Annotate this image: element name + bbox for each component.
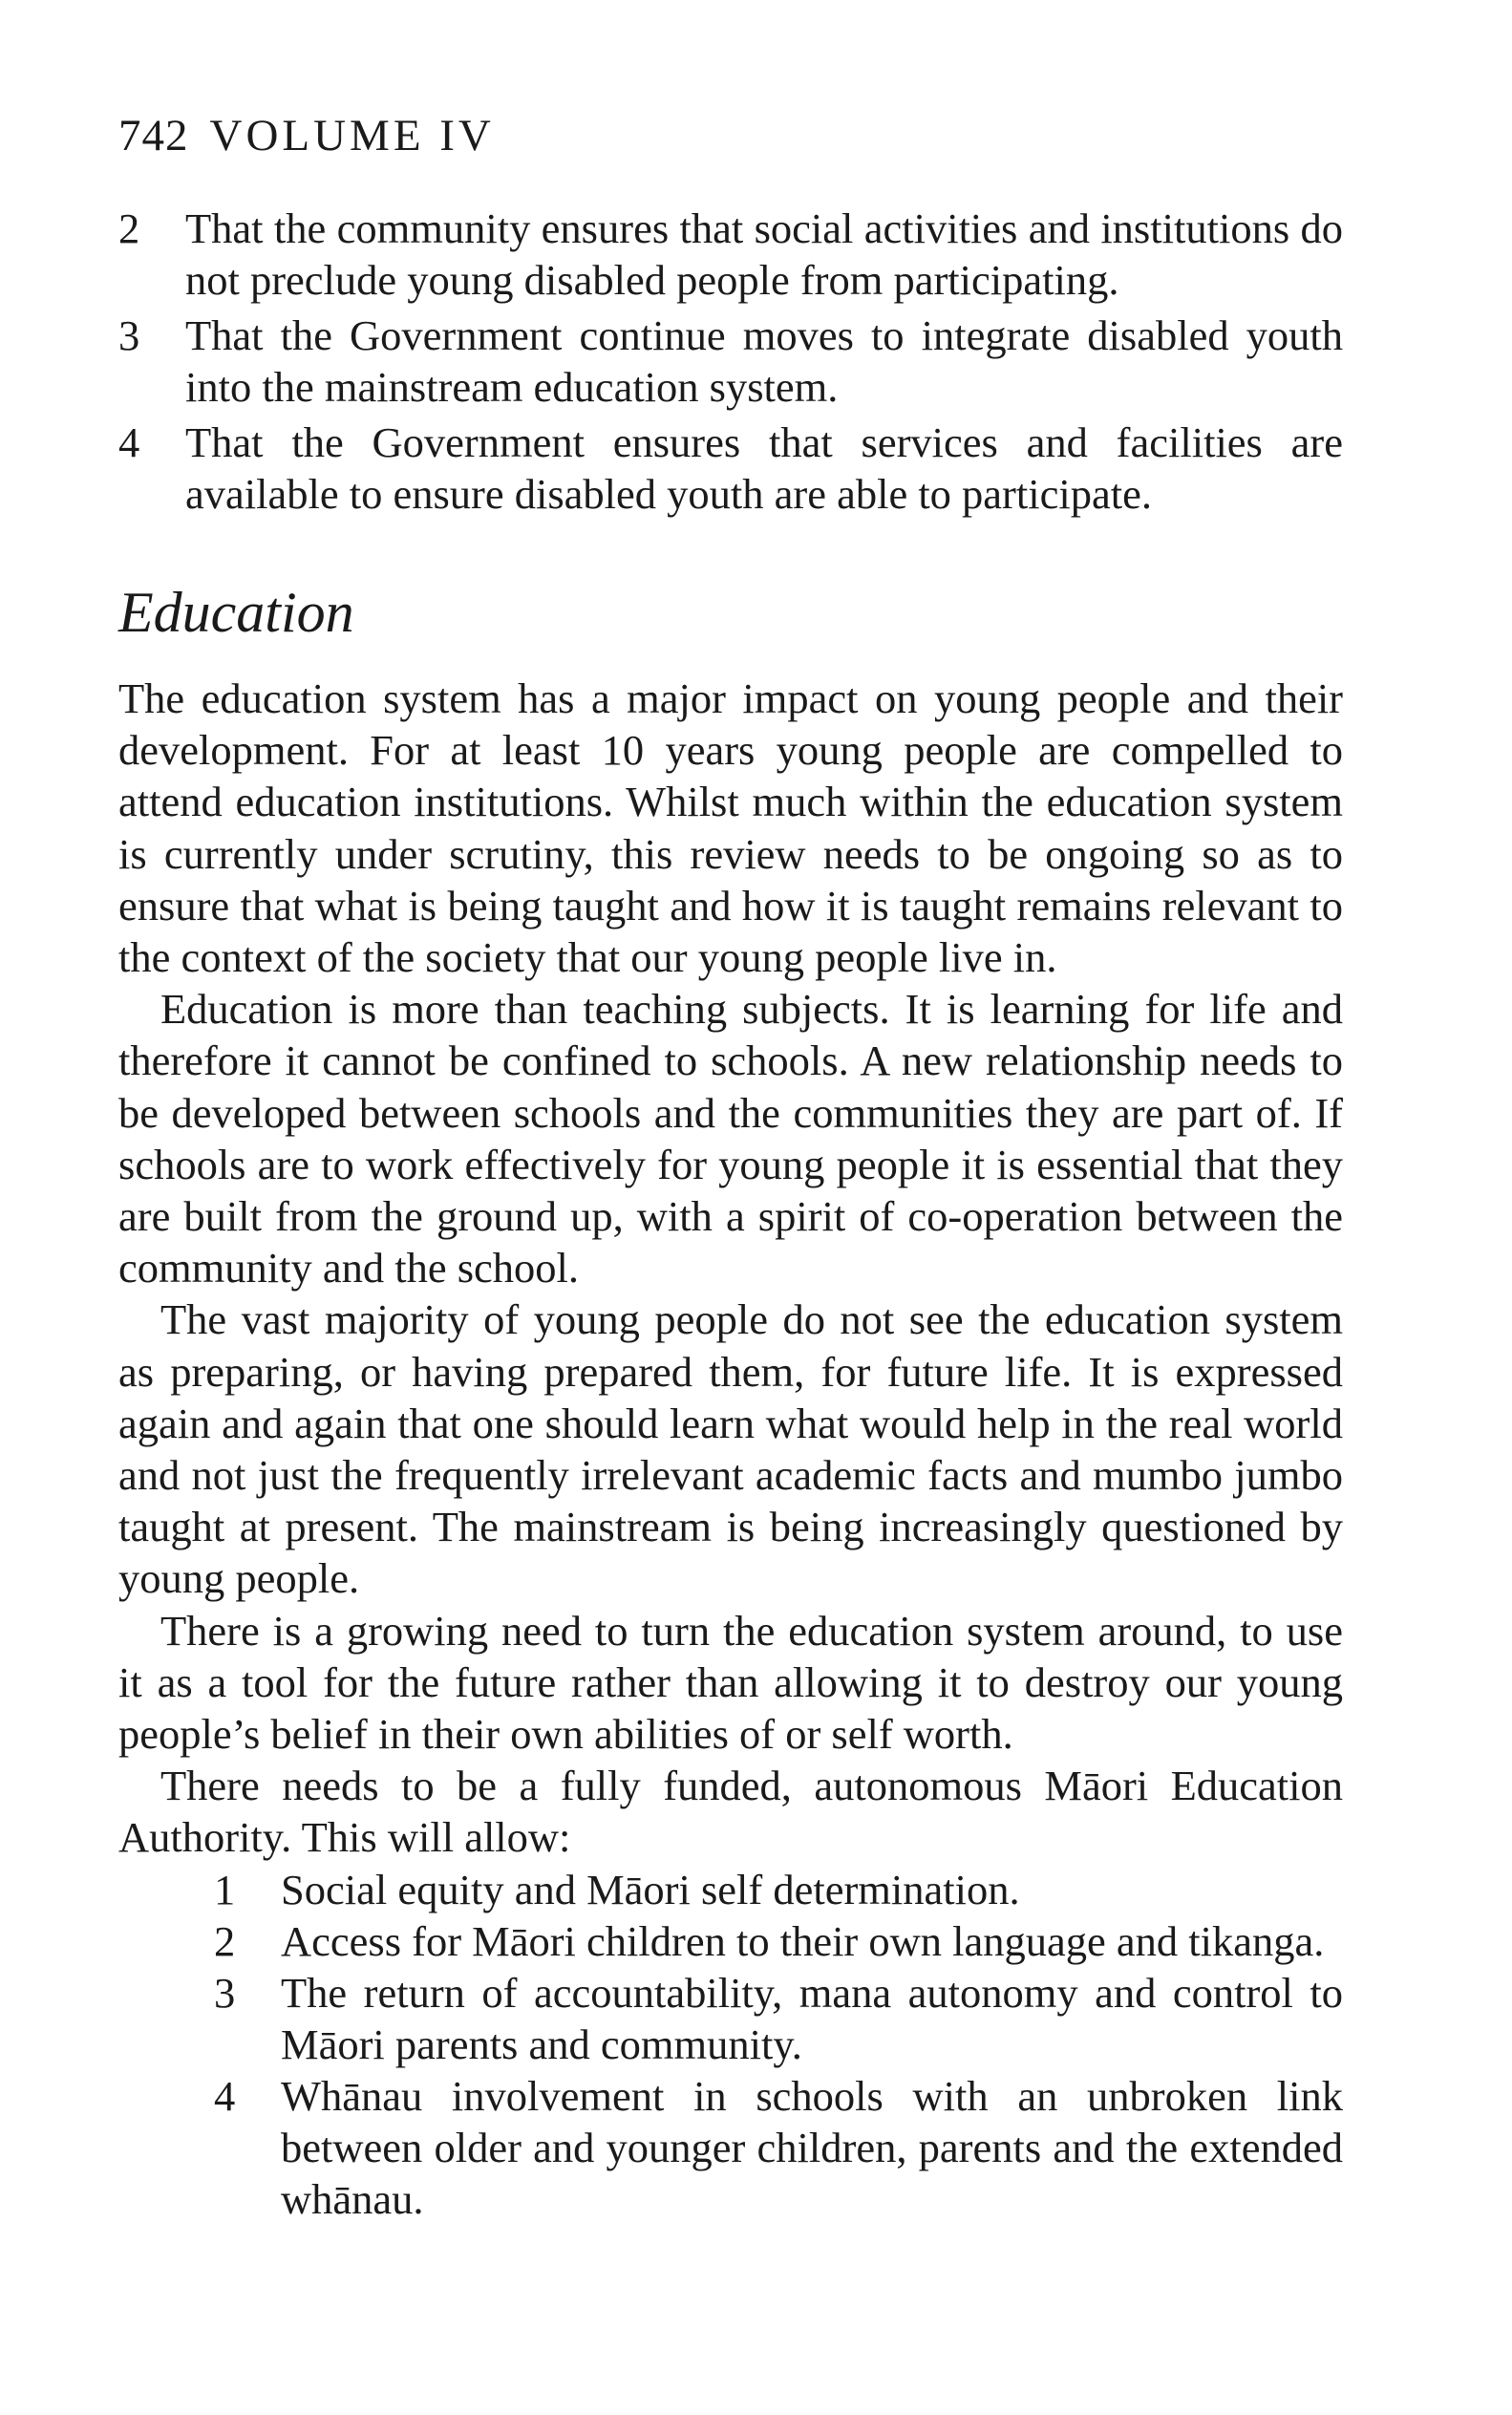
page-number: 742 <box>118 111 189 160</box>
paragraph: The education system has a major impact on young people and their development. For at least 10 years young people are compelled to attend education institutions. Whilst much within the education system is currently under scrutiny, this review needs to be ongoing so as to ensure that what is being taught and how it is taught remains relevant to the context of the society that our young people live in. <box>118 674 1343 982</box>
list-item <box>118 203 1343 306</box>
list-item-number: 4 <box>214 2071 236 2120</box>
list-item-number: 2 <box>118 204 140 252</box>
list-item-number: 3 <box>118 311 140 359</box>
list-item-number: 4 <box>118 418 140 466</box>
list-item <box>118 310 1343 413</box>
list-item-number: 2 <box>214 1916 236 1965</box>
volume-label: VOLUME IV <box>209 111 495 160</box>
section-heading: Education <box>118 581 354 644</box>
disabled-youth-recommendations-list <box>118 203 1343 520</box>
paragraph: Education is more than teaching subjects. It is learning for life and therefore it cannot be confined to schools. A new relationship needs to be developed between schools and the communities they are part of. If schools are to work effectively for young people it is essential that they are built from the ground up, with a spirit of co-operation between the community and the school. <box>118 985 1343 1293</box>
list-item <box>214 1864 1343 1915</box>
paragraph: The vast majority of young people do not see the education system as preparing, or having prepared them, for future life. It is expressed again and again that one should learn what would help in the real world and not just the frequently irrelevant academic facts and mumbo jumbo taught at present. The mainstream is being increasingly questioned by young people. <box>118 1295 1343 1603</box>
running-head <box>118 107 1343 164</box>
paragraph: There needs to be a fully funded, autonomous Māori Education Authority. This will allow: <box>118 1762 1343 1862</box>
paragraph: There is a growing need to turn the education system around, to use it as a tool for the future rather than allowing it to destroy our young people’s belief in their own abilities of or self worth. <box>118 1606 1343 1759</box>
list-item-text: Whānau involvement in schools with an unbroken link between older and younger children, parents and the extended whānau. <box>281 2071 1343 2223</box>
list-item-text: That the community ensures that social activities and institutions do not preclude young disabled people from participating. <box>185 204 1343 304</box>
list-item <box>214 1915 1343 1967</box>
list-item-number: 3 <box>214 1968 236 2017</box>
book-page <box>118 107 1343 2225</box>
list-item-text: Access for Māori children to their own language and tikanga. <box>281 1916 1325 1965</box>
list-item-text: That the Government ensures that services and facilities are available to ensure disabled youth are able to participate. <box>185 418 1343 518</box>
list-item <box>118 417 1343 520</box>
list-item-text: The return of accountability, mana autonomy and control to Māori parents and community. <box>281 1968 1343 2068</box>
list-item <box>214 1967 1343 2070</box>
list-item-text: That the Government continue moves to integrate disabled youth into the mainstream education system. <box>185 311 1343 411</box>
maori-education-authority-list <box>214 1864 1343 2225</box>
list-item-text: Social equity and Māori self determination. <box>281 1865 1020 1913</box>
list-item <box>214 2070 1343 2225</box>
list-item-number: 1 <box>214 1865 236 1913</box>
